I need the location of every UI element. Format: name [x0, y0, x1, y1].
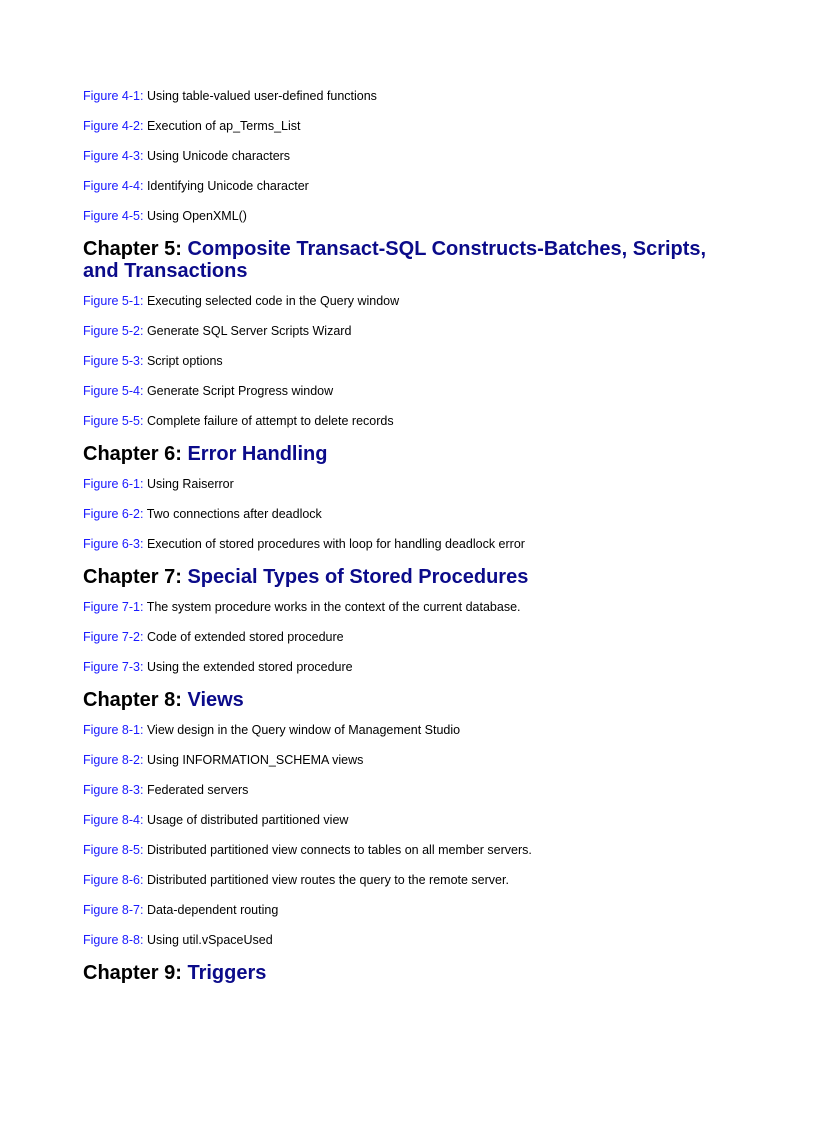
figure-link[interactable]: Figure 8-3: [83, 783, 144, 797]
chapter-section [83, 238, 733, 429]
figure-entry [83, 812, 733, 828]
figure-entry [83, 413, 733, 429]
figure-link[interactable]: Figure 8-2: [83, 753, 144, 767]
figure-entry [83, 178, 733, 194]
chapter-number: Chapter 9: [83, 962, 182, 984]
figure-link[interactable]: Figure 8-8: [83, 933, 144, 947]
chapter-heading [83, 238, 733, 282]
chapter-title-link[interactable]: Special Types of Stored Procedures [187, 566, 529, 588]
chapter-number: Chapter 5: [83, 238, 182, 260]
figure-link[interactable]: Figure 7-1: [83, 600, 144, 614]
figure-link[interactable]: Figure 4-2: [83, 119, 144, 133]
figure-link[interactable]: Figure 4-1: [83, 89, 144, 103]
figure-link[interactable]: Figure 4-4: [83, 179, 144, 193]
figure-link[interactable]: Figure 6-1: [83, 477, 144, 491]
figure-link[interactable]: Figure 5-4: [83, 384, 144, 398]
figure-entry [83, 293, 733, 309]
figure-entry [83, 383, 733, 399]
figure-entry [83, 88, 733, 104]
figure-link[interactable]: Figure 5-3: [83, 354, 144, 368]
figure-caption: Executing selected code in the Query window [146, 294, 400, 308]
figure-caption: Distributed partitioned view routes the query to the remote server. [146, 873, 509, 887]
figure-entry [83, 323, 733, 339]
figure-caption: Using util.vSpaceUsed [146, 933, 273, 947]
figure-caption: The system procedure works in the context of the current database. [146, 600, 521, 614]
chapter-section [83, 962, 733, 984]
figure-entry [83, 872, 733, 888]
figure-caption: Complete failure of attempt to delete records [146, 414, 394, 428]
figure-link[interactable]: Figure 8-1: [83, 723, 144, 737]
figure-caption: Using table-valued user-defined functions [146, 89, 377, 103]
figure-caption: Using Raiserror [146, 477, 234, 491]
figure-entry [83, 782, 733, 798]
figure-entry [83, 752, 733, 768]
figure-entry [83, 476, 733, 492]
figure-caption: Federated servers [146, 783, 249, 797]
figure-caption: Using INFORMATION_SCHEMA views [146, 753, 364, 767]
chapter-section [83, 566, 733, 675]
figure-caption: Script options [146, 354, 223, 368]
figure-link[interactable]: Figure 4-3: [83, 149, 144, 163]
figure-caption: Code of extended stored procedure [146, 630, 344, 644]
figure-caption: Identifying Unicode character [146, 179, 309, 193]
chapter-title-link[interactable]: Composite Transact-SQL Constructs-Batches, Scripts, and Transactions [83, 238, 707, 282]
list-of-figures [83, 88, 733, 995]
figure-caption: Using OpenXML() [146, 209, 247, 223]
chapter-number: Chapter 6: [83, 443, 182, 465]
figure-caption: Distributed partitioned view connects to tables on all member servers. [146, 843, 532, 857]
figure-link[interactable]: Figure 5-5: [83, 414, 144, 428]
figure-link[interactable]: Figure 7-3: [83, 660, 144, 674]
chapter-section [83, 689, 733, 948]
chapter-title-link[interactable]: Triggers [187, 962, 267, 984]
figure-link[interactable]: Figure 5-1: [83, 294, 144, 308]
figure-link[interactable]: Figure 4-5: [83, 209, 144, 223]
figure-entry [83, 536, 733, 552]
figure-caption: Using the extended stored procedure [146, 660, 353, 674]
figure-entry [83, 932, 733, 948]
figure-link[interactable]: Figure 8-6: [83, 873, 144, 887]
chapter-title-link[interactable]: Views [187, 689, 244, 711]
figure-entry [83, 629, 733, 645]
figure-entry [83, 902, 733, 918]
figure-entry [83, 659, 733, 675]
chapter-heading [83, 689, 733, 711]
chapter-heading [83, 566, 733, 588]
figure-link[interactable]: Figure 6-2: [83, 507, 144, 521]
figure-caption: Generate Script Progress window [146, 384, 334, 398]
figure-entry [83, 506, 733, 522]
figure-caption: Usage of distributed partitioned view [146, 813, 349, 827]
chapter-title-link[interactable]: Error Handling [187, 443, 328, 465]
figure-link[interactable]: Figure 8-5: [83, 843, 144, 857]
chapter-section [83, 88, 733, 224]
figure-link[interactable]: Figure 7-2: [83, 630, 144, 644]
chapter-heading [83, 443, 733, 465]
figure-caption: Two connections after deadlock [146, 507, 322, 521]
figure-entry [83, 208, 733, 224]
chapter-section [83, 443, 733, 552]
figure-caption: View design in the Query window of Management Studio [146, 723, 461, 737]
figure-caption: Using Unicode characters [146, 149, 291, 163]
figure-entry [83, 118, 733, 134]
figure-entry [83, 353, 733, 369]
chapter-number: Chapter 7: [83, 566, 182, 588]
figure-caption: Execution of stored procedures with loop for handling deadlock error [146, 537, 525, 551]
chapter-heading [83, 962, 733, 984]
figure-caption: Data-dependent routing [146, 903, 279, 917]
chapter-number: Chapter 8: [83, 689, 182, 711]
figure-entry [83, 842, 733, 858]
figure-entry [83, 148, 733, 164]
figure-entry [83, 599, 733, 615]
figure-link[interactable]: Figure 8-4: [83, 813, 144, 827]
figure-caption: Execution of ap_Terms_List [146, 119, 301, 133]
figure-link[interactable]: Figure 5-2: [83, 324, 144, 338]
figure-entry [83, 722, 733, 738]
figure-caption: Generate SQL Server Scripts Wizard [146, 324, 352, 338]
figure-link[interactable]: Figure 6-3: [83, 537, 144, 551]
figure-link[interactable]: Figure 8-7: [83, 903, 144, 917]
